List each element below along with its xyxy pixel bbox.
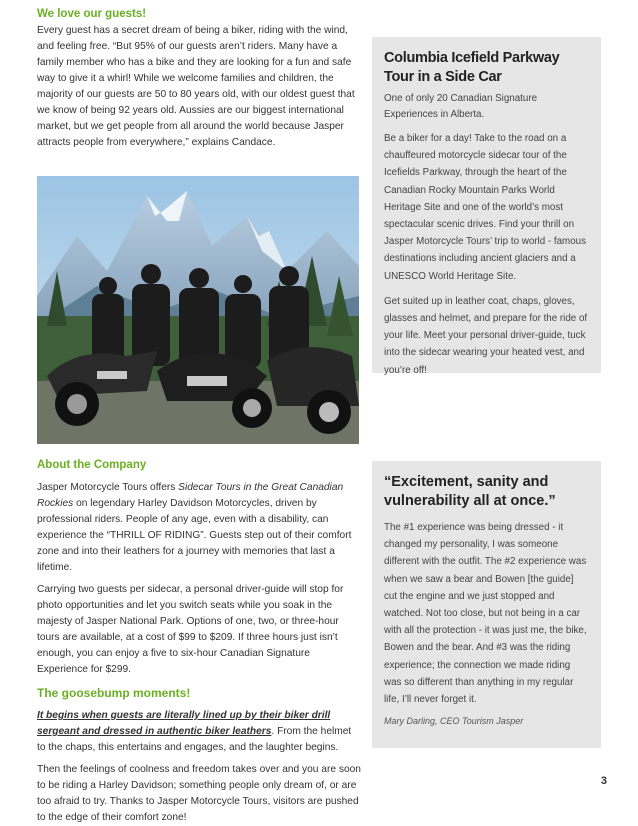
signature-tour-paragraph-2: Get suited up in leather coat, chaps, gloves, glasses and helmet, and prepare for the ride of your life. Meet your personal driver-guide, tuck into the sidecar wearing your heated vest, and you’re off!	[384, 295, 588, 376]
motorcycle-group-photo	[37, 176, 359, 444]
guests-heading: We love our guests!	[37, 8, 147, 20]
testimonial-quote: The #1 experience was being dressed - it changed my personality, I was someone different with the outfit. The #2 experience was when we saw a bear and Bowen [the guide] cut the engine and we just stopped and watched. Not too close, but not being in a car with all the protection - it was just me, the bike, Bowen and the bear. And #3 was the riding experience; the connection we made riding was so different than anything in my regular life, I’ll never forget it.	[384, 522, 587, 706]
guests-paragraph: Every guest has a secret dream of being a biker, riding with the wind, and feeling free. “But 95% of our guests aren’t riders. Many have a family member who has a bike and they are looking for a fun and safe way to give it a whirl! While we welcome families and children, the majority of our guests are 50 to 80 years old, with our oldest guest that we know of being 92 years old. Aussies are our biggest international market, but we get people from all around the world because Jasper attracts people from everywhere,” explains Candace.	[37, 25, 355, 148]
about-paragraph-2: Carrying two guests per sidecar, a personal driver-guide will stop for photo opportunities and let you switch seats while you soak in the majesty of Jasper National Park. Options of one, two, or three-hour tours are available, at a cost of $99 to $209. If three hours just isn’t enough, you can enjoy a five to six-hour Canadian Signature Experience for $299.	[37, 584, 344, 675]
page-number: 3	[600, 775, 607, 787]
signature-tour-subtitle: One of only 20 Canadian Signature Experiences in Alberta.	[384, 93, 538, 120]
guests-section	[37, 6, 362, 151]
goosebump-heading: The goosebump moments!	[37, 686, 191, 700]
signature-tour-paragraph-1: Be a biker for a day! Take to the road on a chauffeured motorcycle sidecar tour of the Icefields Parkway, through the heart of the Canadian Rocky Mountain Parks World Heritage Site and one of the world’s most spectacular scenic drives. Find your thrill on Jasper Motorcycle Tours’ trip to world - famous destinations including ancient glaciers and a UNESCO World Heritage Site.	[384, 133, 586, 282]
about-heading: About the Company	[37, 459, 147, 471]
signature-tour-title: Columbia Icefield Parkway Tour in a Side Car	[384, 50, 560, 85]
about-paragraph-1: Jasper Motorcycle Tours offers Sidecar Tours in the Great Canadian Rockies on legendary Harley Davidson Motorcycles, driven by professional riders. People of any age, even with a disability, can experience the “THRILL OF RIDING”. Guests step out of their comfort zone and into their leathers for a journey with memories that last a lifetime.	[37, 482, 352, 573]
about-section	[37, 457, 362, 826]
signature-tour-box	[372, 37, 601, 376]
tour-name: Sidecar Tours in the Great Canadian Rockies	[37, 482, 344, 509]
goosebump-paragraph-1: It begins when guests are literally lined up by their biker drill sergeant and dressed in authentic biker leathers. From the helmet to the chaps, this entertains and engages, and the laughter begins.	[37, 710, 352, 753]
goosebump-paragraph-2: Then the feelings of coolness and freedom takes over and you are soon to be riding a Harley Davidson; something people only dream of, or are too afraid to try. Thanks to Jasper Motorcycle Tours, visitors are pushed to the edge of their comfort zone!	[37, 764, 361, 823]
testimonial-author: Mary Darling, CEO Tourism Jasper	[384, 716, 524, 727]
testimonial-box	[372, 461, 601, 748]
testimonial-title: “Excitement, sanity and vulnerability all at once.”	[384, 474, 556, 509]
goosebump-lead: It begins when guests are literally lined up by their biker drill sergeant and dressed in authentic biker leathers	[37, 710, 331, 737]
